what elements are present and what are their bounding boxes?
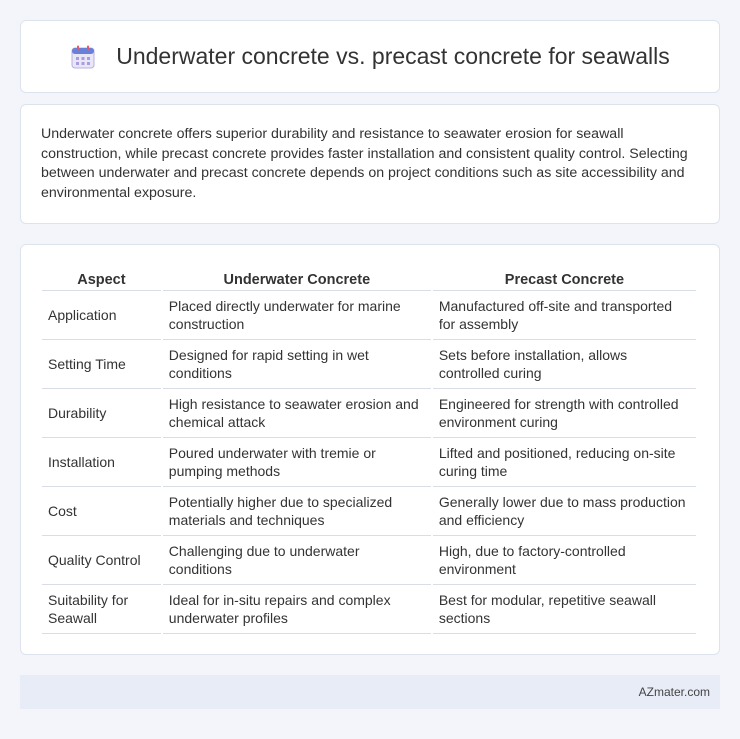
cell-precast: Sets before installation, allows controlled curing	[433, 340, 696, 389]
cell-aspect: Installation	[42, 438, 161, 487]
header-aspect: Aspect	[42, 265, 161, 291]
cell-precast: Lifted and positioned, reducing on-site curing time	[433, 438, 696, 487]
cell-precast: High, due to factory-controlled environment	[433, 536, 696, 585]
cell-precast: Manufactured off-site and transported for assembly	[433, 291, 696, 340]
calendar-icon	[70, 44, 96, 70]
table-header-row	[42, 265, 696, 291]
header-underwater: Underwater Concrete	[163, 265, 431, 291]
header-precast: Precast Concrete	[433, 265, 696, 291]
title-card	[20, 20, 720, 93]
cell-precast: Generally lower due to mass production and efficiency	[433, 487, 696, 536]
cell-aspect: Suitability for Seawall	[42, 585, 161, 634]
cell-aspect: Application	[42, 291, 161, 340]
cell-precast: Engineered for strength with controlled environment curing	[433, 389, 696, 438]
table-row	[42, 487, 696, 536]
cell-underwater: Ideal for in-situ repairs and complex underwater profiles	[163, 585, 431, 634]
table-row	[42, 585, 696, 634]
cell-aspect: Cost	[42, 487, 161, 536]
cell-aspect: Durability	[42, 389, 161, 438]
cell-underwater: Challenging due to underwater conditions	[163, 536, 431, 585]
page-title: Underwater concrete vs. precast concrete for seawalls	[116, 43, 670, 69]
cell-aspect: Quality Control	[42, 536, 161, 585]
cell-underwater: Designed for rapid setting in wet conditions	[163, 340, 431, 389]
footer-brand[interactable]: AZmater.com	[638, 685, 710, 699]
comparison-table	[40, 265, 698, 634]
table-row	[42, 340, 696, 389]
footer	[20, 675, 720, 709]
cell-underwater: Potentially higher due to specialized materials and techniques	[163, 487, 431, 536]
table-row	[42, 536, 696, 585]
cell-aspect: Setting Time	[42, 340, 161, 389]
table-row	[42, 389, 696, 438]
table-card	[20, 244, 720, 655]
cell-underwater: Poured underwater with tremie or pumping methods	[163, 438, 431, 487]
table-row	[42, 438, 696, 487]
intro-text: Underwater concrete offers superior durability and resistance to seawater erosion for seawall construction, while precast concrete provides faster installation and consistent quality control. Selecting between underwater and precast concrete depends on project conditions such as site accessibility and environmental exposure.	[41, 126, 688, 201]
cell-underwater: High resistance to seawater erosion and chemical attack	[163, 389, 431, 438]
table-row	[42, 291, 696, 340]
cell-precast: Best for modular, repetitive seawall sections	[433, 585, 696, 634]
intro-card	[20, 104, 720, 224]
cell-underwater: Placed directly underwater for marine construction	[163, 291, 431, 340]
